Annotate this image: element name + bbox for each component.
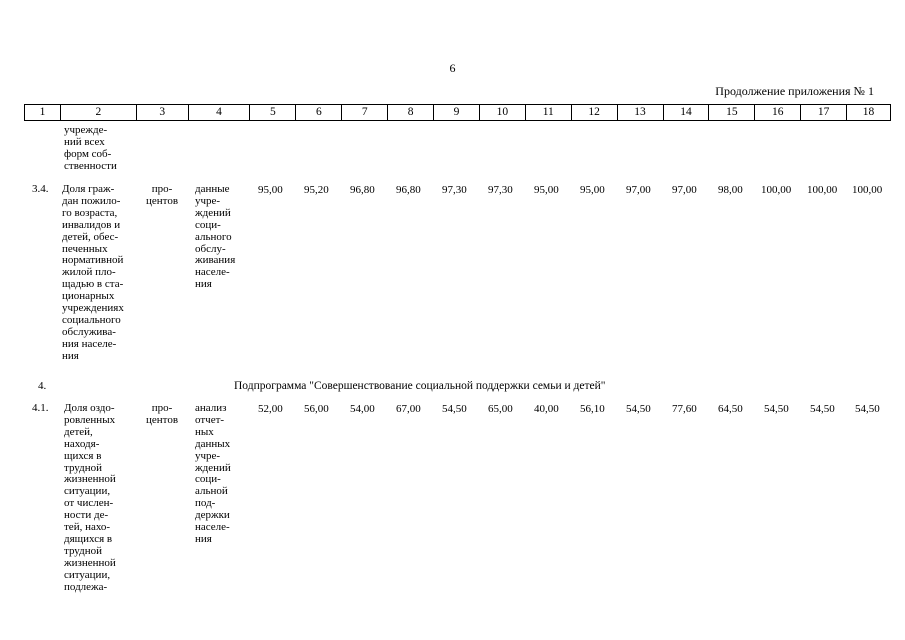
value-cell: 40,00: [534, 403, 559, 415]
column-header: 9: [433, 104, 479, 121]
value-cell: 97,00: [626, 184, 651, 196]
value-cell: 96,80: [350, 184, 375, 196]
value-cell: 95,20: [304, 184, 329, 196]
column-header: 3: [136, 104, 188, 121]
column-header: 7: [341, 104, 387, 121]
column-header: 11: [525, 104, 571, 121]
value-cell: 54,50: [626, 403, 651, 415]
column-header: 13: [617, 104, 663, 121]
column-header: 14: [663, 104, 709, 121]
subprogram-title: Подпрограмма "Совершенствование социальной поддержки семьи и детей": [234, 380, 606, 392]
value-cell: 95,00: [258, 184, 283, 196]
page-number: 6: [449, 61, 456, 75]
value-cell: 54,50: [442, 403, 467, 415]
value-cell: 95,00: [580, 184, 605, 196]
value-cell: 67,00: [396, 403, 421, 415]
column-header: 12: [571, 104, 617, 121]
column-header: 4: [188, 104, 250, 121]
value-cell: 65,00: [488, 403, 513, 415]
value-cell: 54,50: [810, 403, 835, 415]
column-header: 17: [800, 104, 846, 121]
row-description: Доля граж- дан пожило- го возраста, инвалидов и детей, обес- печенных нормативной жилой пло- щадью в ста- ционарных учреждениях социального обслужива- ния населе- ния: [62, 183, 124, 362]
column-header: 2: [60, 104, 136, 121]
value-cell: 54,50: [764, 403, 789, 415]
column-header: 10: [479, 104, 525, 121]
column-header: 5: [249, 104, 295, 121]
row-unit: про- центов: [146, 183, 179, 207]
column-header: 8: [387, 104, 433, 121]
value-cell: 56,10: [580, 403, 605, 415]
column-header: 18: [846, 104, 891, 121]
row-number: 4.1.: [32, 402, 49, 414]
appendix-note: Продолжение приложения № 1: [715, 84, 874, 98]
column-header: 6: [295, 104, 341, 121]
row-description: учрежде- ний всех форм соб- ственности: [64, 124, 117, 172]
row-source: данные учре- ждений соци- ального обслу- живания населе- ния: [195, 183, 236, 291]
value-cell: 97,30: [488, 184, 513, 196]
value-cell: 97,00: [672, 184, 697, 196]
section-number: 4.: [38, 380, 47, 392]
value-cell: 64,50: [718, 403, 743, 415]
row-unit: про- центов: [146, 402, 179, 426]
value-cell: 97,30: [442, 184, 467, 196]
row-number: 3.4.: [32, 183, 49, 195]
value-cell: 96,80: [396, 184, 421, 196]
value-cell: 98,00: [718, 184, 743, 196]
row-source: анализ отчет- ных данных учре- ждений соци- альной под- держки населе- ния: [195, 402, 231, 545]
table-header: [24, 104, 891, 121]
value-cell: 52,00: [258, 403, 283, 415]
value-cell: 95,00: [534, 184, 559, 196]
value-cell: 54,00: [350, 403, 375, 415]
row-description: Доля оздо- ровленных детей, находя- щихся в трудной жизненной ситуации, от числен- ности де- тей, нахо- дящихся в трудной жизненной ситуации, подлежа-: [64, 402, 116, 593]
column-header: 15: [708, 104, 754, 121]
value-cell: 56,00: [304, 403, 329, 415]
value-cell: 77,60: [672, 403, 697, 415]
value-cell: 100,00: [852, 184, 883, 196]
column-header: 1: [24, 104, 60, 121]
value-cell: 100,00: [807, 184, 838, 196]
value-cell: 100,00: [761, 184, 792, 196]
column-header: 16: [754, 104, 800, 121]
value-cell: 54,50: [855, 403, 880, 415]
